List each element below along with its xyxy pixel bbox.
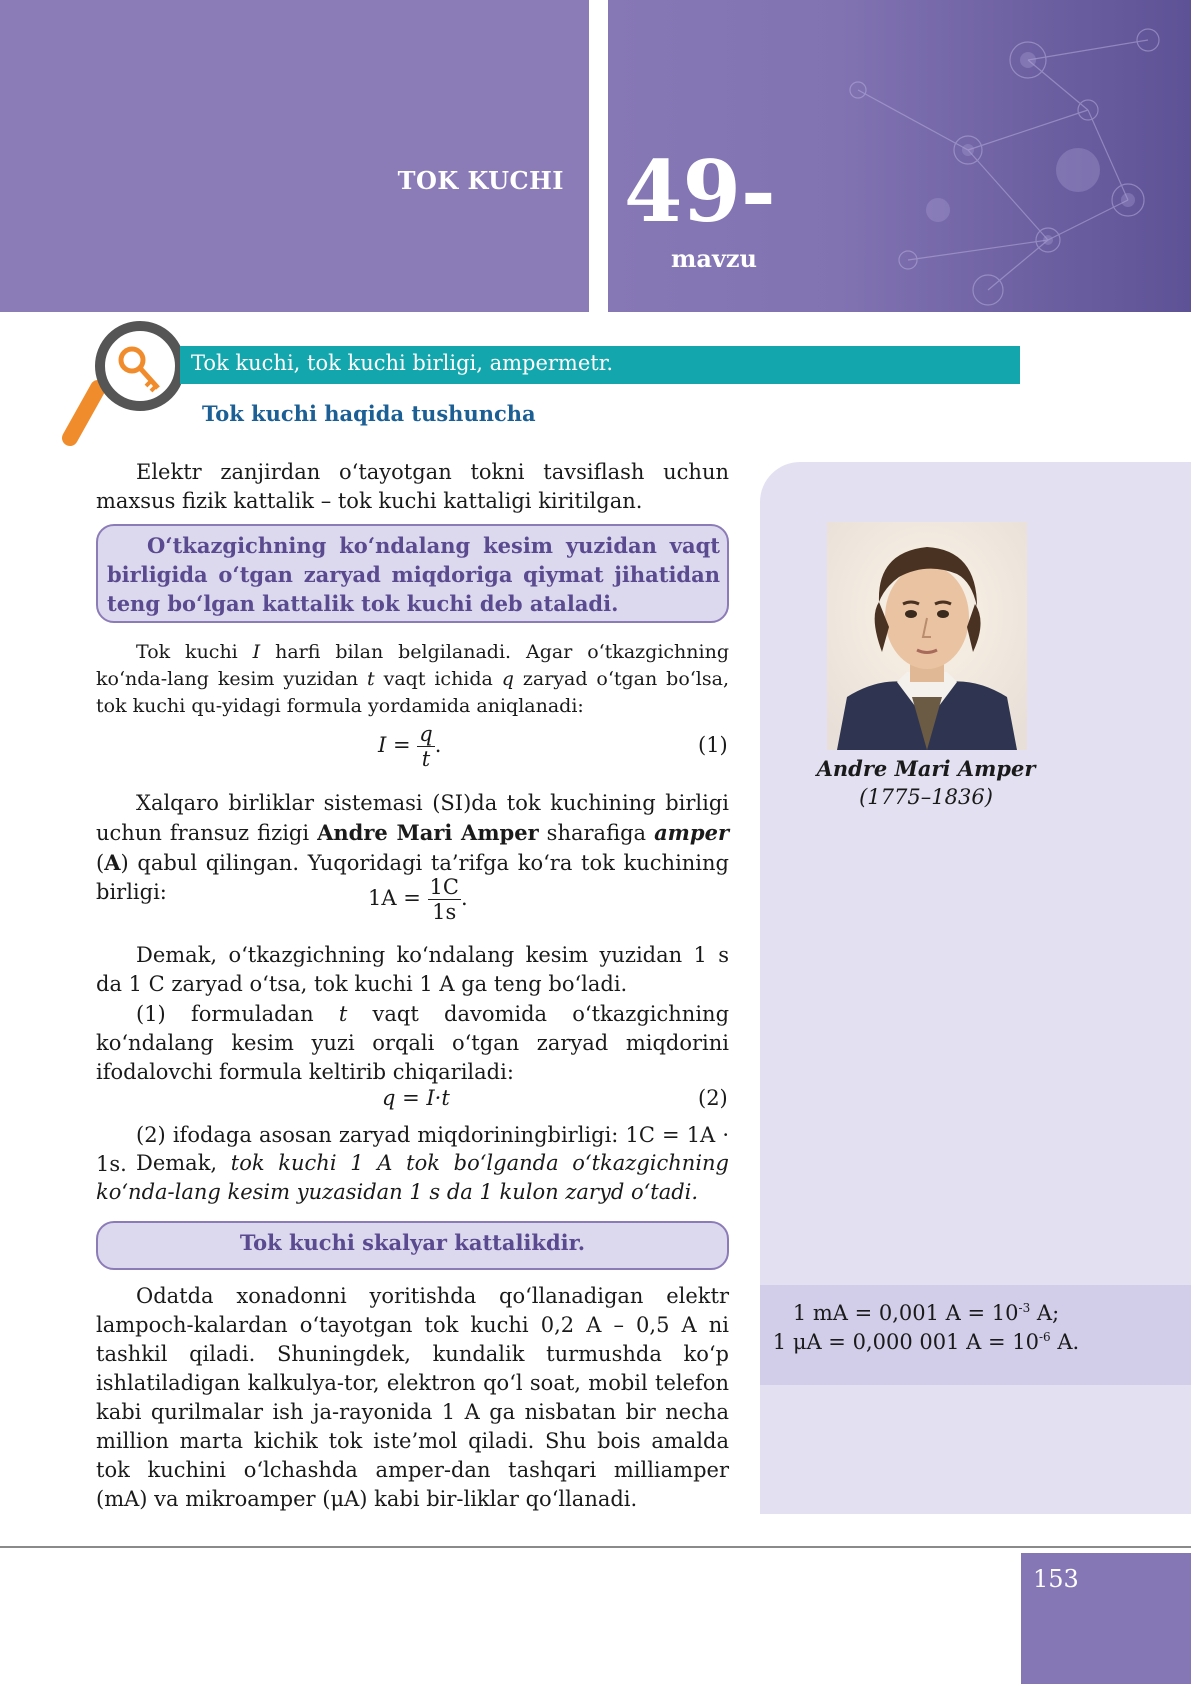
- portrait-caption-name: Andre Mari Amper: [816, 756, 1036, 781]
- paragraph-everyday-currents: Odatda xonadonni yoritishda qo‘llanadigan elektr lampoch-kalardan o‘tayotgan tok kuchi 0,2 A – 0,5 A ni tashkil qiladi. Shuningdek, kundalik turmushda ko‘p ishlatiladigan kalkulya-tor, elektron qo‘l soat, mobil telefon kabi qurilmalar ish ja-rayonida 1 A ga nisbatan bir necha million marta kichik tok iste’mol qiladi. Shu bois amalda tok kuchini o‘lchashda amper-dan tashqari milliamper (mA) va mikroamper (μA) kabi bir-liklar qo‘llanadi.: [96, 1284, 729, 1511]
- keywords-text: Tok kuchi, tok kuchi birligi, ampermetr.: [191, 351, 614, 375]
- paragraph-charge-unit: (2) ifodaga asosan zaryad miqdoriningbirligi: 1C = 1A · 1s.: [96, 1123, 729, 1176]
- lesson-number: 49-: [624, 142, 776, 241]
- paragraph-si-unit: Xalqaro birliklar sistemasi (SI)da tok kuchining birligi uchun fransuz fizigi Andre Mari Amper sharafiga amper (A) qabul qilingan. Yuqoridagi ta’rifga ko‘ra tok kuchining birligi:: [96, 791, 730, 904]
- portrait-image: [827, 522, 1027, 750]
- portrait-caption-years: (1775–1836): [859, 785, 993, 809]
- definition-text: O‘tkazgichning ko‘ndalang kesim yuzidan vaqt birligida o‘tgan zaryad miqdoriga qiymat jihatidan teng bo‘lgan kattalik tok kuchi deb ataladi.: [107, 533, 720, 616]
- formula-unit-definition: 1A = $\frac{1C}{1s}$ .: [368, 875, 468, 924]
- section-subheading: Tok kuchi haqida tushuncha: [202, 401, 536, 426]
- formula-2: q = I·t: [382, 1086, 450, 1110]
- paragraph-conclusion: Demak, tok kuchi 1 A tok bo‘lganda o‘tkazgichning ko‘nda-lang kesim yuzasidan 1 s da 1 kulon zaryd o‘tadi.: [96, 1151, 729, 1204]
- formula-1: I = $\frac{q}{t}$ .: [378, 722, 442, 771]
- unit-microamp: 1 μA = 0,000 001 $A = 10^{-6}$ A.: [772, 1330, 1080, 1354]
- footer-divider: [0, 1546, 1191, 1548]
- intro-paragraph: Elektr zanjirdan o‘tayotgan tokni tavsiflash uchun maxsus fizik kattalik – tok kuchi kattaligi kiritilgan.: [96, 460, 729, 513]
- lesson-title: TOK KUCHI: [397, 166, 564, 195]
- magnifier-key-icon: [58, 318, 188, 448]
- formula-2-label: (2): [698, 1086, 728, 1110]
- paragraph-notation: Tok kuchi I harfi bilan belgilanadi. Agar o‘tkazgichning ko‘nda-lang kesim yuzidan t vaqt ichida q zaryad o‘tgan bo‘lsa, tok kuchi qu-yidagi formula yordamida aniqlanadi:: [96, 641, 729, 717]
- header-left-banner: [0, 0, 589, 312]
- unit-milliamp: 1 mA = 0,001 $A = 10^{-3}$ A;: [792, 1301, 1060, 1325]
- lesson-label: mavzu: [671, 244, 757, 273]
- formula-1-label: (1): [698, 733, 728, 757]
- paragraph-derivation: (1) formuladan t vaqt davomida o‘tkazgichning ko‘ndalang kesim yuzi orqali o‘tgan zaryad miqdorini ifodalovchi formula keltirib chiqariladi:: [96, 1002, 730, 1084]
- paragraph-one-ampere: Demak, o‘tkazgichning ko‘ndalang kesim yuzidan 1 s da 1 C zaryad o‘tsa, tok kuchi 1 A ga teng bo‘ladi.: [96, 943, 729, 996]
- scalar-note-text: Tok kuchi skalyar kattalikdir.: [239, 1230, 586, 1255]
- page-number: 153: [1033, 1565, 1079, 1593]
